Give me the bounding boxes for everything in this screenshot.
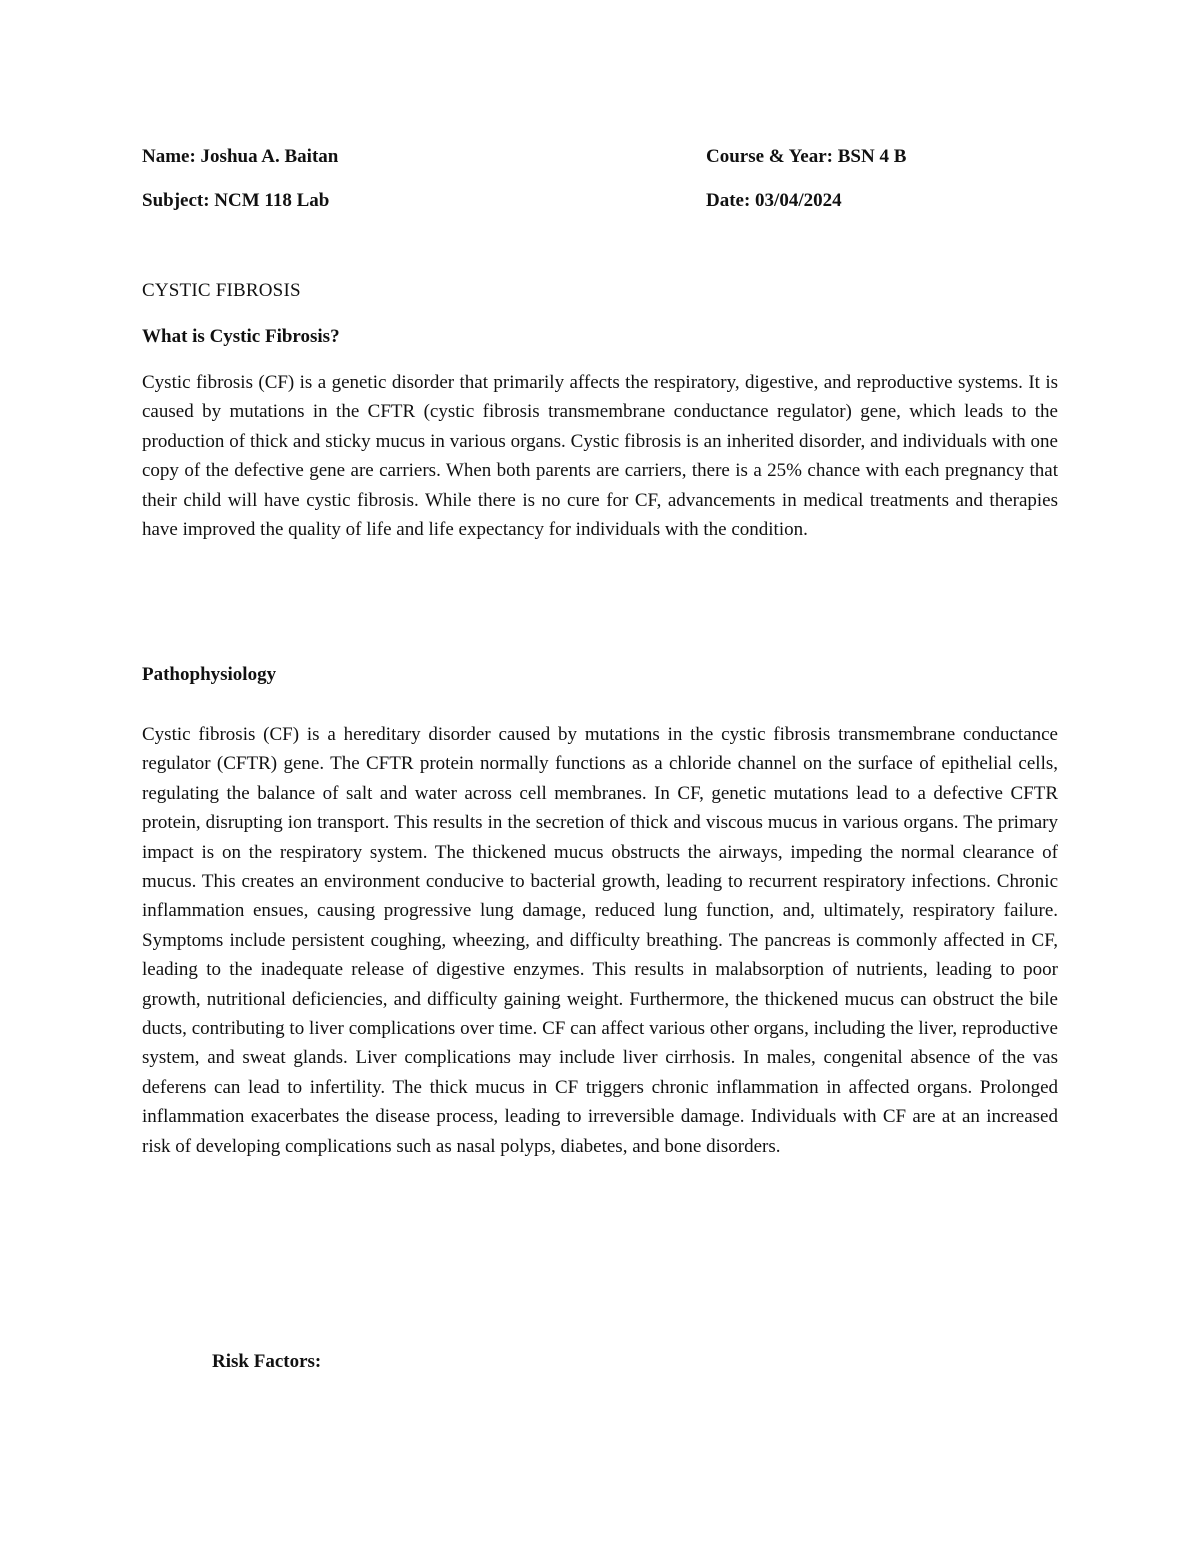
section-heading-pathophysiology: Pathophysiology xyxy=(142,664,277,685)
course-year: Course & Year: BSN 4 B xyxy=(706,146,907,167)
section-body-pathophysiology: Cystic fibrosis (CF) is a hereditary disorder caused by mutations in the cystic fibrosis transmembrane conductance regulator (CFTR) gene. The CFTR protein normally functions as a chloride channel on the surface of epithelial cells, regulating the balance of salt and water across cell membranes. In CF, genetic mutations lead to a defective CFTR protein, disrupting ion transport. This results in the secretion of thick and viscous mucus in various organs. The primary impact is on the respiratory system. The thickened mucus obstructs the airways, impeding the normal clearance of mucus. This creates an environment conducive to bacterial growth, leading to recurrent respiratory infections. Chronic inflammation ensues, causing progressive lung damage, reduced lung function, and, ultimately, respiratory failure. Symptoms include persistent coughing, wheezing, and difficulty breathing. The pancreas is commonly affected in CF, leading to the inadequate release of digestive enzymes. This results in malabsorption of nutrients, leading to poor growth, nutritional deficiencies, and difficulty gaining weight. Furthermore, the thickened mucus can obstruct the bile ducts, contributing to liver complications over time. CF can affect various other organs, including the liver, reproductive system, and sweat glands. Liver complications may include liver cirrhosis. In males, congenital absence of the vas deferens can lead to infertility. The thick mucus in CF triggers chronic inflammation in affected organs. Prolonged inflammation exacerbates the disease process, leading to irreversible damage. Individuals with CF are at an increased risk of developing complications such as nasal polyps, diabetes, and bone disorders. xyxy=(142,724,1058,1157)
section-heading-risk-factors: Risk Factors: xyxy=(212,1351,322,1372)
document-title: CYSTIC FIBROSIS xyxy=(142,280,301,301)
subject: Subject: NCM 118 Lab xyxy=(142,190,330,211)
student-name: Name: Joshua A. Baitan xyxy=(142,146,339,167)
date: Date: 03/04/2024 xyxy=(706,190,842,211)
section-heading-what-is-cf: What is Cystic Fibrosis? xyxy=(142,326,340,347)
section-body-what-is-cf: Cystic fibrosis (CF) is a genetic disorder that primarily affects the respiratory, digestive, and reproductive systems. It is caused by mutations in the CFTR (cystic fibrosis transmembrane conductance regulator) gene, which leads to the production of thick and sticky mucus in various organs. Cystic fibrosis is an inherited disorder, and individuals with one copy of the defective gene are carriers. When both parents are carriers, there is a 25% chance with each pregnancy that their child will have cystic fibrosis. While there is no cure for CF, advancements in medical treatments and therapies have improved the quality of life and life expectancy for individuals with the condition. xyxy=(142,372,1058,541)
